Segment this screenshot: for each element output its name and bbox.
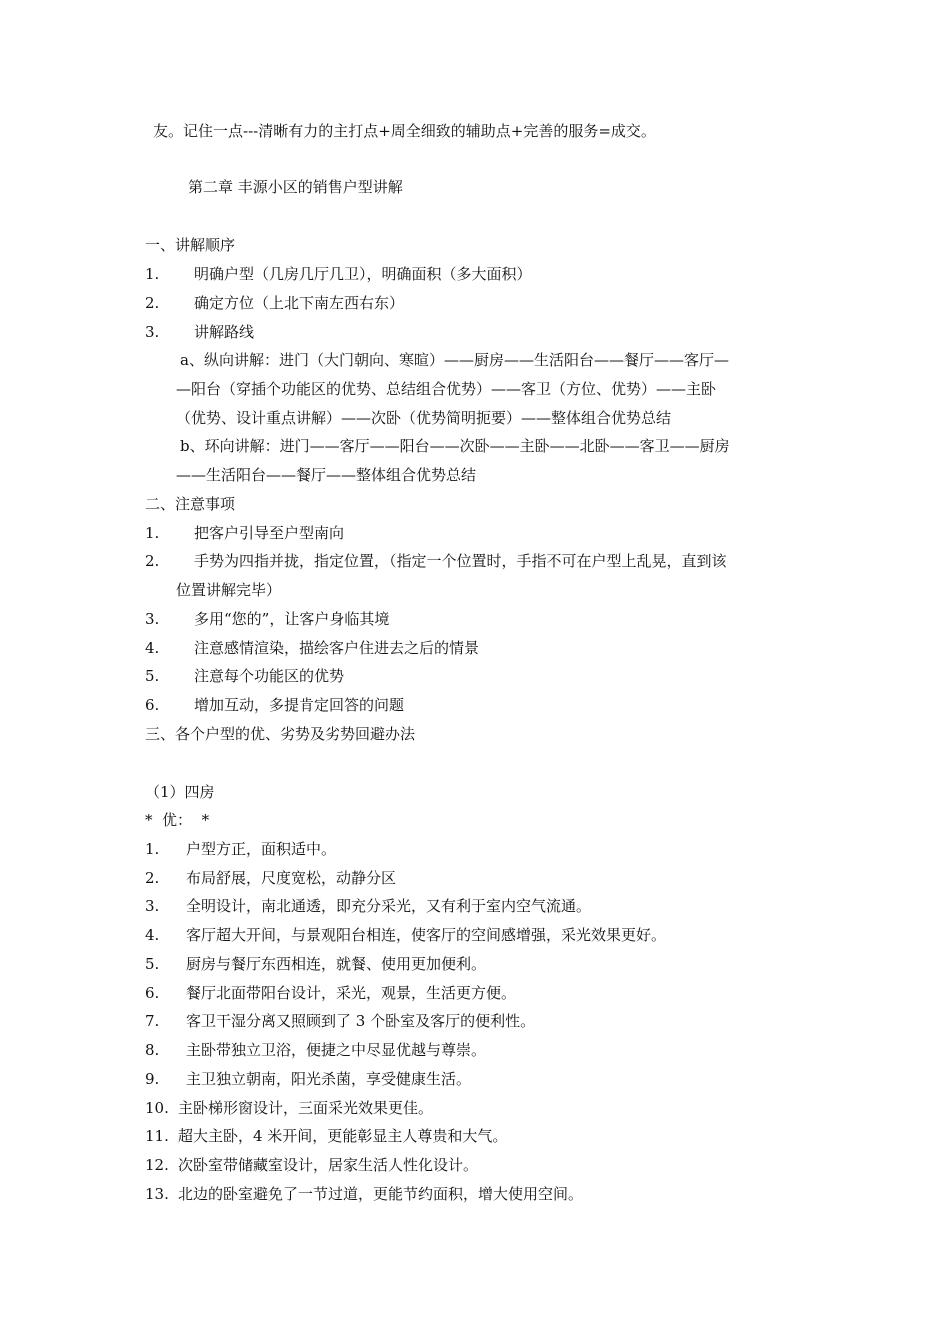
item-text: 讲解路线 (194, 323, 255, 341)
item-text: 注意感情渲染，描绘客户住进去之后的情景 (194, 639, 480, 657)
item-number: 6. (145, 696, 160, 714)
item-text: 主卫独立朝南，阳光杀菌，享受健康生活。 (186, 1070, 472, 1088)
item-text: 餐厅北面带阳台设计，采光，观景，生活更方便。 (186, 984, 517, 1002)
item-text: 户型方正，面积适中。 (186, 840, 337, 858)
item-number: 2. (145, 552, 160, 570)
section1-heading: 一、讲解顺序 (145, 236, 236, 254)
item-number: 6. (145, 984, 160, 1002)
item-number: 1. (145, 265, 160, 283)
item-number: 8. (145, 1041, 160, 1059)
route-a-line: a、纵向讲解：进门（大门朝向、寒暄）——厨房——生活阳台——餐厅——客厅— (180, 351, 729, 369)
item-number: 11. (145, 1127, 169, 1145)
item-number: 3. (145, 897, 160, 915)
item-text: 手势为四指并拢，指定位置，（指定一个位置时，手指不可在户型上乱晃，直到该 (194, 552, 727, 570)
intro-text: 友。记住一点---清晰有力的主打点+周全细致的辅助点+完善的服务=成交。 (153, 122, 656, 140)
route-b-line: ——生活阳台——餐厅——整体组合优势总结 (176, 466, 477, 484)
item-text: 北边的卧室避免了一节过道，更能节约面积，增大使用空间。 (178, 1185, 584, 1203)
item-text: 主卧梯形窗设计，三面采光效果更佳。 (178, 1099, 434, 1117)
subheading: （1）四房 (145, 783, 215, 801)
advantages-label: * 优： * (145, 811, 210, 829)
section3-heading: 三、各个户型的优、劣势及劣势回避办法 (145, 725, 416, 743)
item-number: 1. (145, 524, 160, 542)
item-number: 5. (145, 955, 160, 973)
item-number: 2. (145, 294, 160, 312)
item-text: 客卫干湿分离又照顾到了 3 个卧室及客厅的便利性。 (186, 1012, 536, 1030)
item-text: 把客户引导至户型南向 (194, 524, 345, 542)
item-text: 确定方位（上北下南左西右东） (194, 294, 405, 312)
item-text-continued: 位置讲解完毕） (176, 581, 282, 599)
item-number: 1. (145, 840, 160, 858)
item-number: 5. (145, 667, 160, 685)
item-number: 12. (145, 1156, 169, 1174)
section2-heading: 二、注意事项 (145, 495, 236, 513)
item-number: 3. (145, 610, 160, 628)
item-number: 10. (145, 1099, 169, 1117)
item-text: 次卧室带储藏室设计，居家生活人性化设计。 (178, 1156, 479, 1174)
item-text: 超大主卧，4 米开间，更能彰显主人尊贵和大气。 (178, 1127, 508, 1145)
item-text: 主卧带独立卫浴，便捷之中尽显优越与尊崇。 (186, 1041, 487, 1059)
item-text: 多用“您的”，让客户身临其境 (194, 610, 390, 628)
item-number: 4. (145, 639, 160, 657)
item-text: 客厅超大开间，与景观阳台相连，使客厅的空间感增强，采光效果更好。 (186, 926, 667, 944)
item-number: 2. (145, 869, 160, 887)
route-a-line: —阳台（穿插个功能区的优势、总结组合优势）——客卫（方位、优势）——主卧 (176, 380, 717, 398)
route-b-line: b、环向讲解：进门——客厅——阳台——次卧——主卧——北卧——客卫——厨房 (180, 437, 730, 455)
chapter-title: 第二章 丰源小区的销售户型讲解 (188, 178, 403, 196)
item-number: 4. (145, 926, 160, 944)
item-text: 全明设计，南北通透，即充分采光，又有利于室内空气流通。 (186, 897, 592, 915)
item-text: 厨房与餐厅东西相连，就餐、使用更加便利。 (186, 955, 487, 973)
item-text: 明确户型（几房几厅几卫），明确面积（多大面积） (194, 265, 532, 283)
item-number: 3. (145, 323, 160, 341)
item-number: 7. (145, 1012, 160, 1030)
item-text: 布局舒展，尺度宽松，动静分区 (186, 869, 397, 887)
item-text: 增加互动，多提肯定回答的问题 (194, 696, 405, 714)
route-a-line: （优势、设计重点讲解）——次卧（优势简明扼要）——整体组合优势总结 (176, 409, 672, 427)
item-number: 13. (145, 1185, 169, 1203)
item-text: 注意每个功能区的优势 (194, 667, 345, 685)
item-number: 9. (145, 1070, 160, 1088)
